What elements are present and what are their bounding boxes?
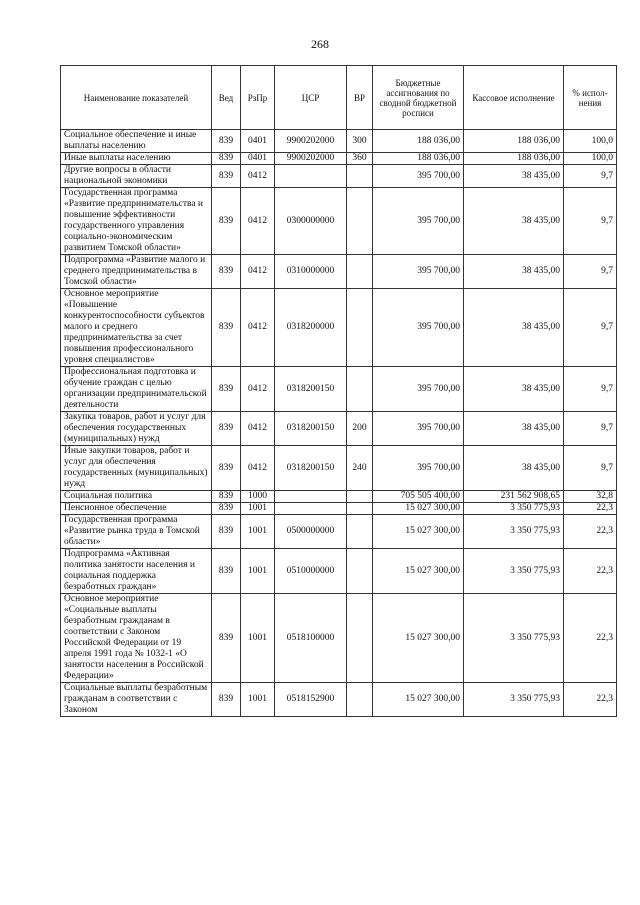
row-name-cell: Иные выплаты населению	[61, 153, 212, 165]
row-percent-cell: 22,3	[564, 549, 617, 594]
row-budget-cell: 15 027 300,00	[373, 594, 464, 683]
row-percent-cell: 32,8	[564, 491, 617, 503]
row-cash-cell: 38 435,00	[464, 188, 564, 255]
row-cash-cell: 3 350 775,93	[464, 503, 564, 515]
table-row	[61, 153, 617, 165]
row-csr-cell: 0318200000	[275, 289, 347, 367]
row-ved-cell: 839	[212, 130, 241, 153]
page-number: 268	[311, 37, 329, 51]
row-percent-cell: 9,7	[564, 367, 617, 412]
row-cash-cell: 38 435,00	[464, 255, 564, 289]
table-row	[61, 446, 617, 491]
row-ved-cell: 839	[212, 367, 241, 412]
row-name-cell: Иные закупки товаров, работ и услуг для обеспечения государственных (муниципальных) нужд	[61, 446, 212, 491]
row-csr-cell: 9900202000	[275, 130, 347, 153]
row-name-cell: Подпрограмма «Активная политика занятости населения и социальная поддержка безработных граждан»	[61, 549, 212, 594]
row-vr-cell	[347, 367, 373, 412]
row-vr-cell	[347, 549, 373, 594]
row-vr-cell	[347, 683, 373, 717]
row-budget-cell: 705 505 400,00	[373, 491, 464, 503]
row-cash-cell: 38 435,00	[464, 367, 564, 412]
row-csr-cell: 0510000000	[275, 549, 347, 594]
row-budget-cell: 395 700,00	[373, 446, 464, 491]
row-rzpr-cell: 0412	[241, 367, 275, 412]
row-cash-cell: 38 435,00	[464, 446, 564, 491]
row-rzpr-cell: 0401	[241, 130, 275, 153]
col-header-budget: Бюджетные ассигнования по сводной бюджетной росписи	[373, 66, 464, 130]
row-name-cell: Профессиональная подготовка и обучение граждан с целью организации предпринимательской деятельности	[61, 367, 212, 412]
row-csr-cell: 0518100000	[275, 594, 347, 683]
table-row	[61, 549, 617, 594]
row-rzpr-cell: 0412	[241, 446, 275, 491]
row-cash-cell: 3 350 775,93	[464, 549, 564, 594]
row-vr-cell	[347, 188, 373, 255]
row-vr-cell: 200	[347, 412, 373, 446]
row-ved-cell: 839	[212, 412, 241, 446]
row-rzpr-cell: 0412	[241, 255, 275, 289]
row-ved-cell: 839	[212, 515, 241, 549]
row-cash-cell: 3 350 775,93	[464, 515, 564, 549]
row-name-cell: Социальная политика	[61, 491, 212, 503]
row-cash-cell: 231 562 908,65	[464, 491, 564, 503]
row-vr-cell	[347, 503, 373, 515]
row-csr-cell: 0318200150	[275, 367, 347, 412]
row-vr-cell	[347, 165, 373, 188]
row-cash-cell: 38 435,00	[464, 412, 564, 446]
row-budget-cell: 395 700,00	[373, 289, 464, 367]
row-cash-cell: 3 350 775,93	[464, 594, 564, 683]
row-cash-cell: 38 435,00	[464, 165, 564, 188]
row-vr-cell	[347, 289, 373, 367]
col-header-percent: % испол-нения	[564, 66, 617, 130]
row-ved-cell: 839	[212, 165, 241, 188]
row-name-cell: Другие вопросы в области национальной экономики	[61, 165, 212, 188]
row-csr-cell: 0500000000	[275, 515, 347, 549]
row-ved-cell: 839	[212, 255, 241, 289]
row-percent-cell: 9,7	[564, 412, 617, 446]
row-csr-cell: 0318200150	[275, 446, 347, 491]
row-rzpr-cell: 1001	[241, 594, 275, 683]
row-rzpr-cell: 1001	[241, 503, 275, 515]
row-name-cell: Государственная программа «Развитие предпринимательства и повышение эффективности государственного управления социально-экономическим развитием Томской области»	[61, 188, 212, 255]
row-vr-cell: 240	[347, 446, 373, 491]
row-name-cell: Основное мероприятие «Социальные выплаты безработным гражданам в соответствии с Законом Российской Федерации от 19 апреля 1991 года № 1032-1 «О занятости населения в Российской Федерации»	[61, 594, 212, 683]
row-budget-cell: 15 027 300,00	[373, 515, 464, 549]
row-rzpr-cell: 0401	[241, 153, 275, 165]
budget-execution-table	[60, 65, 617, 717]
row-cash-cell: 188 036,00	[464, 153, 564, 165]
row-ved-cell: 839	[212, 594, 241, 683]
row-vr-cell	[347, 515, 373, 549]
row-budget-cell: 15 027 300,00	[373, 503, 464, 515]
row-percent-cell: 9,7	[564, 188, 617, 255]
row-ved-cell: 839	[212, 153, 241, 165]
row-percent-cell: 22,3	[564, 503, 617, 515]
row-percent-cell: 9,7	[564, 289, 617, 367]
table-row	[61, 503, 617, 515]
row-percent-cell: 9,7	[564, 446, 617, 491]
row-rzpr-cell: 0412	[241, 188, 275, 255]
row-name-cell: Закупка товаров, работ и услуг для обеспечения государственных (муниципальных) нужд	[61, 412, 212, 446]
row-budget-cell: 395 700,00	[373, 255, 464, 289]
row-name-cell: Основное мероприятие «Повышение конкурентоспособности субъектов малого и среднего предпринимательства за счет повышения профессионального уровня специалистов»	[61, 289, 212, 367]
row-ved-cell: 839	[212, 683, 241, 717]
row-csr-cell: 0300000000	[275, 188, 347, 255]
table-row	[61, 255, 617, 289]
col-header-rzpr: РзПр	[241, 66, 275, 130]
row-ved-cell: 839	[212, 491, 241, 503]
table-row	[61, 594, 617, 683]
table-row	[61, 491, 617, 503]
row-percent-cell: 9,7	[564, 255, 617, 289]
row-percent-cell: 22,3	[564, 594, 617, 683]
table-row	[61, 188, 617, 255]
row-csr-cell	[275, 503, 347, 515]
row-cash-cell: 188 036,00	[464, 130, 564, 153]
row-csr-cell: 0318200150	[275, 412, 347, 446]
col-header-ved: Вед	[212, 66, 241, 130]
row-csr-cell: 9900202000	[275, 153, 347, 165]
row-vr-cell	[347, 594, 373, 683]
row-budget-cell: 188 036,00	[373, 153, 464, 165]
row-rzpr-cell: 0412	[241, 412, 275, 446]
row-csr-cell	[275, 491, 347, 503]
row-percent-cell: 100,0	[564, 130, 617, 153]
col-header-cash: Кассовое исполнение	[464, 66, 564, 130]
row-name-cell: Подпрограмма «Развитие малого и среднего предпринимательства в Томской области»	[61, 255, 212, 289]
row-percent-cell: 9,7	[564, 165, 617, 188]
row-vr-cell: 300	[347, 130, 373, 153]
row-budget-cell: 188 036,00	[373, 130, 464, 153]
table-row	[61, 515, 617, 549]
row-rzpr-cell: 0412	[241, 165, 275, 188]
row-cash-cell: 38 435,00	[464, 289, 564, 367]
table-row	[61, 683, 617, 717]
row-name-cell: Социальное обеспечение и иные выплаты населению	[61, 130, 212, 153]
row-budget-cell: 395 700,00	[373, 412, 464, 446]
row-percent-cell: 22,3	[564, 515, 617, 549]
row-budget-cell: 395 700,00	[373, 367, 464, 412]
row-percent-cell: 100,0	[564, 153, 617, 165]
row-csr-cell: 0518152900	[275, 683, 347, 717]
row-vr-cell	[347, 255, 373, 289]
row-budget-cell: 395 700,00	[373, 165, 464, 188]
row-name-cell: Социальные выплаты безработным гражданам в соответствии с Законом	[61, 683, 212, 717]
row-ved-cell: 839	[212, 289, 241, 367]
col-header-name: Наименование показателей	[61, 66, 212, 130]
row-vr-cell: 360	[347, 153, 373, 165]
row-cash-cell: 3 350 775,93	[464, 683, 564, 717]
row-name-cell: Пенсионное обеспечение	[61, 503, 212, 515]
col-header-csr: ЦСР	[275, 66, 347, 130]
row-ved-cell: 839	[212, 549, 241, 594]
row-percent-cell: 22,3	[564, 683, 617, 717]
row-csr-cell	[275, 165, 347, 188]
table-row	[61, 367, 617, 412]
row-vr-cell	[347, 491, 373, 503]
row-name-cell: Государственная программа «Развитие рынка труда в Томской области»	[61, 515, 212, 549]
table-row	[61, 412, 617, 446]
row-ved-cell: 839	[212, 446, 241, 491]
row-csr-cell: 0310000000	[275, 255, 347, 289]
row-rzpr-cell: 1000	[241, 491, 275, 503]
row-budget-cell: 15 027 300,00	[373, 683, 464, 717]
row-rzpr-cell: 1001	[241, 683, 275, 717]
row-rzpr-cell: 1001	[241, 515, 275, 549]
row-rzpr-cell: 0412	[241, 289, 275, 367]
row-ved-cell: 839	[212, 503, 241, 515]
table-header-row	[61, 66, 617, 130]
table-row	[61, 130, 617, 153]
table-row	[61, 289, 617, 367]
row-rzpr-cell: 1001	[241, 549, 275, 594]
row-budget-cell: 15 027 300,00	[373, 549, 464, 594]
table-row	[61, 165, 617, 188]
row-ved-cell: 839	[212, 188, 241, 255]
col-header-vr: ВР	[347, 66, 373, 130]
row-budget-cell: 395 700,00	[373, 188, 464, 255]
